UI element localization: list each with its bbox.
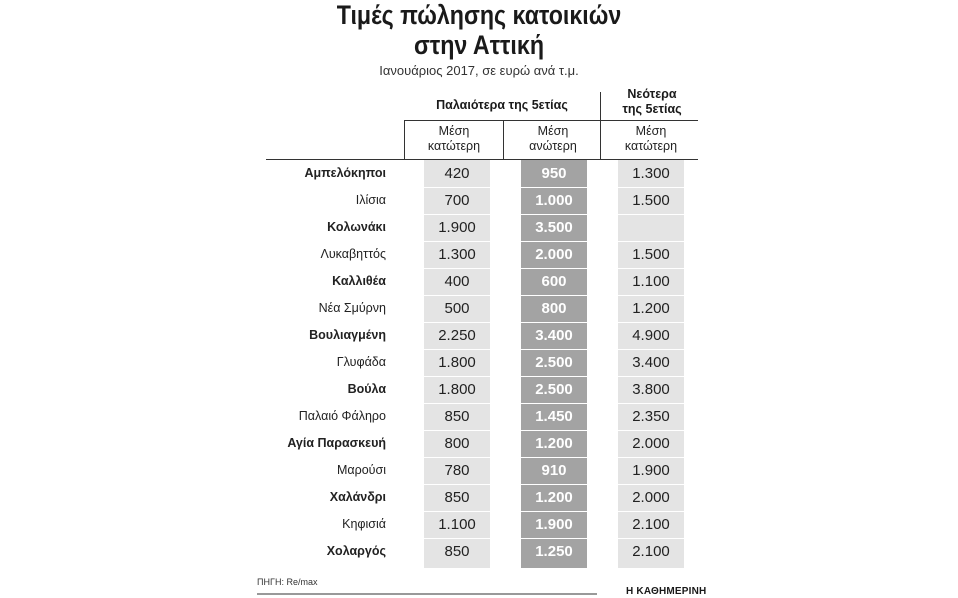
- value-older-high: 1.250: [535, 543, 573, 560]
- value-older-high: 800: [541, 300, 567, 317]
- table-row: [266, 322, 698, 349]
- area-name: Ιλίσια: [355, 193, 386, 207]
- value-older-low: 850: [444, 543, 470, 560]
- value-older-high: 1.200: [535, 489, 573, 506]
- col-header-older-high-line-2: ανώτερη: [529, 139, 577, 153]
- value-older-high: 2.500: [535, 354, 573, 371]
- source-note: ΠΗΓΗ: Re/max: [257, 577, 318, 587]
- value-newer-low: 1.200: [632, 300, 670, 317]
- row-separator: [266, 430, 698, 431]
- value-newer-low: 3.400: [632, 354, 670, 371]
- value-older-low: 1.900: [438, 219, 476, 236]
- row-separator: [266, 241, 698, 242]
- row-separator: [266, 376, 698, 377]
- group-header-older: Παλαιότερα της 5ετίας: [436, 98, 568, 112]
- table-row: [266, 268, 698, 295]
- value-older-low: 400: [444, 273, 470, 290]
- group-header-newer-line-2: της 5ετίας: [622, 102, 682, 116]
- value-older-low: 850: [444, 489, 470, 506]
- area-name: Κηφισιά: [342, 517, 386, 531]
- group-header-newer: [604, 87, 700, 117]
- area-name: Παλαιό Φάληρο: [298, 409, 386, 423]
- table-row: [266, 538, 698, 565]
- area-name: Λυκαβηττός: [320, 247, 386, 261]
- table-row: [266, 457, 698, 484]
- value-newer-low: 2.000: [632, 435, 670, 452]
- area-name: Χαλάνδρι: [329, 490, 386, 504]
- value-older-low: 700: [444, 192, 470, 209]
- value-older-high: 1.200: [535, 435, 573, 452]
- row-separator: [266, 214, 698, 215]
- table-row: [266, 187, 698, 214]
- area-name: Αγία Παρασκευή: [287, 436, 386, 450]
- col-header-older-low-line-1: Μέση: [438, 124, 470, 138]
- area-name: Μαρούσι: [336, 463, 386, 477]
- value-newer-low: 1.100: [632, 273, 670, 290]
- value-newer-low: 4.900: [632, 327, 670, 344]
- value-older-low: 1.800: [438, 354, 476, 371]
- col-header-older-low-line-2: κατώτερη: [427, 139, 481, 153]
- value-older-high: 2.500: [535, 381, 573, 398]
- table-row: [266, 241, 698, 268]
- col-header-older-low: [410, 124, 498, 158]
- row-separator: [266, 268, 698, 269]
- area-name: Βουλιαγμένη: [309, 328, 386, 342]
- value-older-low: 420: [444, 165, 470, 182]
- title-line-1: Τιμές πώλησης κατοικιών: [336, 0, 622, 30]
- row-separator: [266, 538, 698, 539]
- area-name: Χολαργός: [326, 544, 386, 558]
- row-separator: [266, 295, 698, 296]
- value-older-high: 1.000: [535, 192, 573, 209]
- table-row: [266, 376, 698, 403]
- value-newer-low: 2.350: [632, 408, 670, 425]
- table-row: [266, 349, 698, 376]
- value-older-high: 2.000: [535, 246, 573, 263]
- divider-col-1: [404, 120, 405, 160]
- area-name: Γλυφάδα: [336, 355, 386, 369]
- value-older-high: 3.500: [535, 219, 573, 236]
- value-older-high: 950: [541, 165, 567, 182]
- value-newer-low: 2.000: [632, 489, 670, 506]
- group-header-underline: [404, 120, 698, 121]
- value-older-high: 1.900: [535, 516, 573, 533]
- value-older-low: 1.100: [438, 516, 476, 533]
- table-row: [266, 484, 698, 511]
- col-header-newer-low-line-1: Μέση: [635, 124, 667, 138]
- row-separator: [266, 484, 698, 485]
- col-header-newer-low-line-2: κατώτερη: [624, 139, 678, 153]
- subtitle: Ιανουάριος 2017, σε ευρώ ανά τ.μ.: [379, 63, 579, 78]
- value-older-high: 600: [541, 273, 567, 290]
- title-line-2: στην Αττική: [413, 30, 545, 60]
- brand-logo-text: Η ΚΑΘΗΜΕΡΙΝΗ: [626, 586, 707, 597]
- value-newer-low: 1.300: [632, 165, 670, 182]
- col-header-older-high-line-1: Μέση: [537, 124, 569, 138]
- value-older-low: 1.300: [438, 246, 476, 263]
- row-separator: [266, 457, 698, 458]
- value-older-low: 850: [444, 408, 470, 425]
- area-name: Αμπελόκηποι: [304, 166, 386, 180]
- value-newer-low: 1.900: [632, 462, 670, 479]
- value-newer-low: [618, 214, 684, 241]
- table-row: [266, 295, 698, 322]
- divider-group: [600, 92, 601, 160]
- value-newer-low: 2.100: [632, 516, 670, 533]
- area-name: Κολωνάκι: [327, 220, 386, 234]
- row-separator: [266, 322, 698, 323]
- value-older-low: 800: [444, 435, 470, 452]
- row-separator: [266, 187, 698, 188]
- area-name: Βούλα: [347, 382, 386, 396]
- value-newer-low: 3.800: [632, 381, 670, 398]
- table-row: [266, 430, 698, 457]
- value-older-low: 500: [444, 300, 470, 317]
- value-older-low: 780: [444, 462, 470, 479]
- group-header-newer-line-1: Νεότερα: [627, 87, 677, 101]
- value-older-high: 910: [541, 462, 567, 479]
- table-row: [266, 403, 698, 430]
- value-older-high: 3.400: [535, 327, 573, 344]
- row-separator: [266, 349, 698, 350]
- row-separator: [266, 403, 698, 404]
- col-header-older-high: [508, 124, 598, 158]
- table-row: [266, 160, 698, 187]
- area-name: Καλλιθέα: [332, 274, 386, 288]
- value-newer-low: 1.500: [632, 246, 670, 263]
- value-newer-low: 2.100: [632, 543, 670, 560]
- divider-col-2: [503, 120, 504, 160]
- value-older-low: 1.800: [438, 381, 476, 398]
- value-older-high: 1.450: [535, 408, 573, 425]
- table-row: [266, 511, 698, 538]
- area-name: Νέα Σμύρνη: [318, 301, 386, 315]
- table-row: [266, 214, 698, 241]
- row-separator: [266, 511, 698, 512]
- footer-line: [257, 593, 597, 595]
- col-header-newer-low: [605, 124, 697, 158]
- value-older-low: 2.250: [438, 327, 476, 344]
- value-newer-low: 1.500: [632, 192, 670, 209]
